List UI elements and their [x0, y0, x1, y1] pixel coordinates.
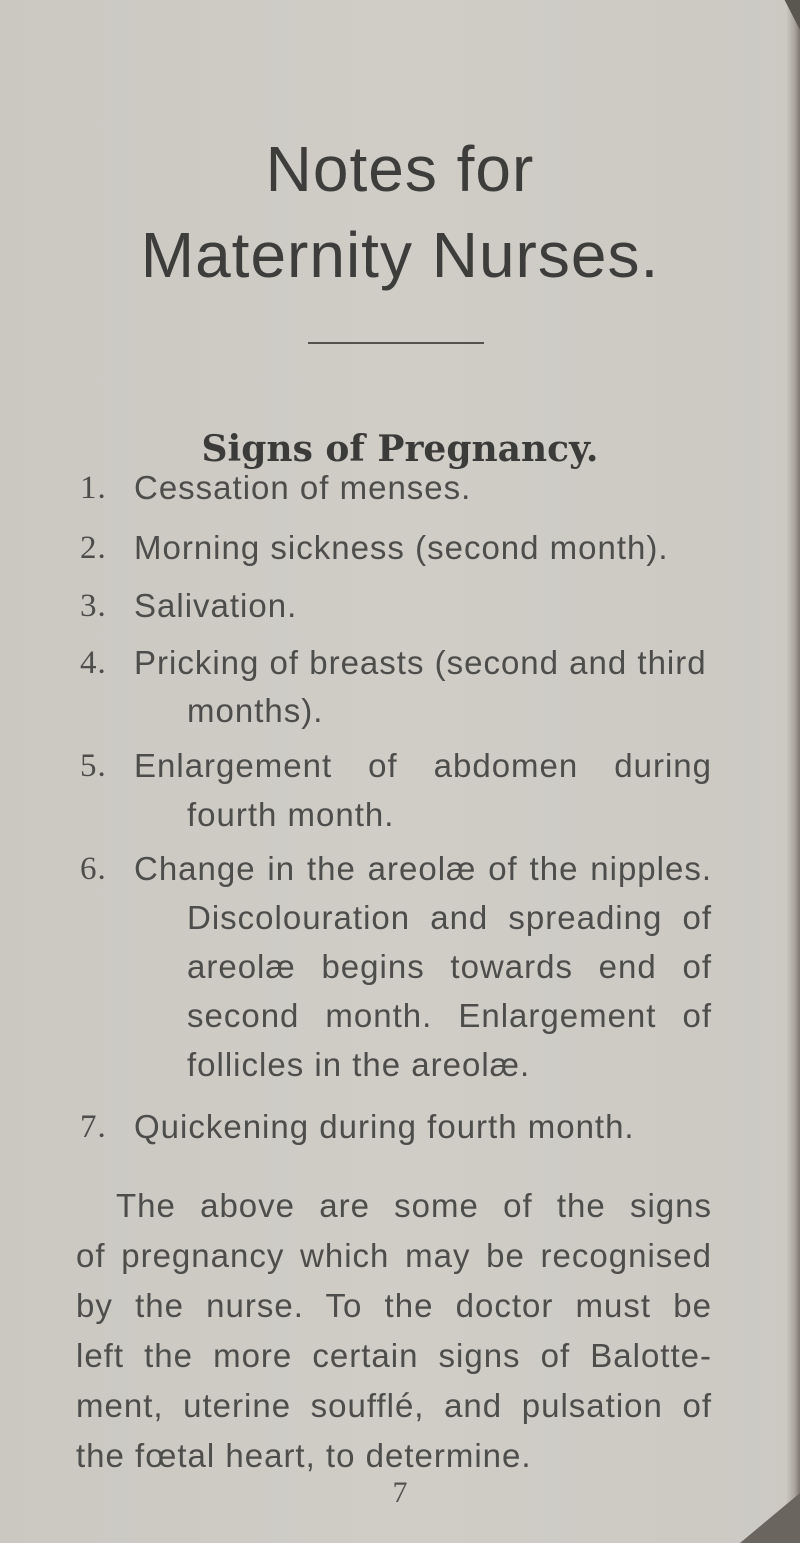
- item-number: 4.: [80, 645, 107, 681]
- item-text: Enlargement of abdomen during: [134, 747, 712, 784]
- item-text-continued: fourth month.: [187, 796, 395, 833]
- paragraph-line: left the more certain signs of Balotte-: [76, 1337, 712, 1374]
- title-line-2: Maternity Nurses.: [140, 219, 660, 291]
- list-item: [80, 525, 720, 571]
- item-text: Cessation of menses.: [134, 469, 472, 506]
- list-item: [80, 583, 720, 629]
- item-text-continued: Discolouration and spreading of: [187, 899, 712, 936]
- item-number: 7.: [80, 1109, 107, 1145]
- item-text: Change in the areolæ of the nipples.: [134, 850, 712, 887]
- item-number: 2.: [80, 530, 107, 566]
- title-divider: [308, 342, 484, 344]
- paragraph-line: ment, uterine soufflé, and pulsation of: [76, 1387, 712, 1424]
- item-number: 5.: [80, 748, 107, 784]
- list-item: [80, 465, 720, 511]
- item-text-continued: second month. Enlargement of: [187, 997, 712, 1034]
- paragraph-line: the fœtal heart, to determine.: [76, 1437, 532, 1474]
- list-item: [80, 1104, 720, 1150]
- item-number: 3.: [80, 588, 107, 624]
- list-item: [80, 640, 720, 686]
- item-text: Pricking of breasts (second and third: [134, 644, 707, 681]
- item-text: Salivation.: [134, 587, 298, 624]
- item-text-continued: areolæ begins towards end of: [187, 948, 712, 985]
- item-text-continued: months).: [187, 692, 324, 729]
- paragraph-line: of pregnancy which may be recognised: [76, 1237, 712, 1274]
- item-text: Morning sickness (second month).: [134, 529, 669, 566]
- paragraph-line: The above are some of the signs: [116, 1187, 712, 1224]
- section-heading: Signs of Pregnancy.: [201, 427, 599, 470]
- title-line-1: Notes for: [265, 133, 535, 205]
- item-number: 1.: [80, 470, 107, 506]
- item-text-continued: follicles in the areolæ.: [187, 1046, 531, 1083]
- item-text: Quickening during fourth month.: [134, 1108, 635, 1145]
- page-number: 7: [392, 1476, 408, 1509]
- item-number: 6.: [80, 851, 107, 887]
- paragraph-line: by the nurse. To the doctor must be: [76, 1287, 712, 1324]
